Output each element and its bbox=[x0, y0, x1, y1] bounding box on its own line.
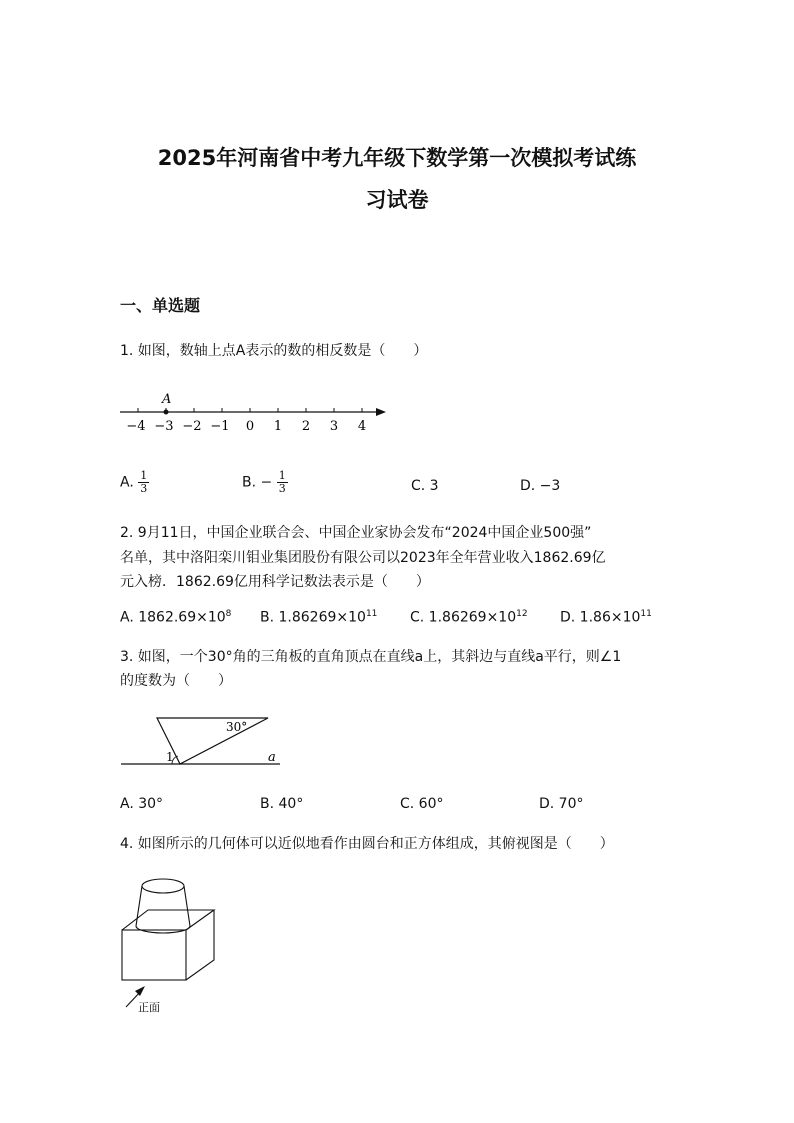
option-prefix: B. bbox=[242, 474, 257, 491]
line-a-label: a bbox=[268, 750, 276, 765]
frustum-right-edge bbox=[184, 886, 190, 926]
q2-option-b[interactable] bbox=[260, 609, 377, 626]
q3-option-d[interactable]: D. 70° bbox=[539, 796, 584, 812]
q1-option-b[interactable] bbox=[242, 470, 288, 495]
option-text: A. 1862.69×10 bbox=[120, 609, 226, 626]
section-heading: 一、单选题 bbox=[120, 296, 201, 315]
number-line-arrow-icon bbox=[376, 408, 386, 416]
option-text: B. 1.86269×10 bbox=[260, 609, 366, 626]
point-a-label: A bbox=[162, 392, 172, 407]
page-title: 2025年河南省中考九年级下数学第一次模拟考试练 bbox=[157, 146, 637, 170]
q3-option-c[interactable]: C. 60° bbox=[400, 796, 444, 812]
fraction: $\frac{1}{3}$ bbox=[278, 469, 286, 495]
q1-option-c[interactable]: C. 3 bbox=[411, 478, 439, 494]
fraction: $\frac{1}{3}$ bbox=[140, 469, 148, 495]
tick-label: −3 bbox=[154, 419, 174, 434]
exponent: 11 bbox=[640, 609, 652, 619]
tick-label: 1 bbox=[273, 419, 283, 434]
q3-option-a[interactable]: A. 30° bbox=[120, 796, 164, 812]
exponent: 11 bbox=[365, 609, 378, 619]
front-arrow-icon bbox=[135, 986, 145, 996]
question-2-line2: 名单，其中洛阳栾川钼业集团股份有限公司以2023年全年营业收入1862.69亿 bbox=[120, 550, 606, 566]
option-text: D. 1.86×10 bbox=[560, 609, 641, 626]
point-a-marker bbox=[164, 410, 169, 415]
page-title-line2: 习试卷 bbox=[365, 188, 429, 212]
question-1-text: 1. 如图，数轴上点A表示的数的相反数是（ ） bbox=[120, 343, 428, 359]
front-label: 正面 bbox=[138, 1001, 160, 1014]
set-square-triangle bbox=[157, 718, 268, 764]
q1-option-a[interactable] bbox=[120, 470, 149, 495]
question-2-line3: 元入榜．1862.69亿用科学记数法表示是（ ） bbox=[120, 574, 430, 590]
cube-front-face bbox=[122, 930, 186, 980]
q1-option-d[interactable]: D. −3 bbox=[520, 478, 561, 494]
question-2-line1: 2. 9月11日，中国企业联合会、中国企业家协会发布“2024中国企业500强” bbox=[120, 525, 592, 541]
question-3-line1: 3. 如图，一个30°角的三角板的直角顶点在直线a上，其斜边与直线a平行，则∠1 bbox=[120, 649, 622, 665]
tick-label: −4 bbox=[126, 419, 146, 434]
angle-1-label: 1 bbox=[166, 750, 174, 764]
tick-label: 0 bbox=[245, 419, 255, 434]
frustum-left-edge bbox=[136, 886, 142, 926]
option-text: C. 1.86269×10 bbox=[410, 609, 517, 626]
q3-option-b[interactable]: B. 40° bbox=[260, 796, 304, 812]
number-line-figure bbox=[118, 388, 390, 438]
q2-option-c[interactable] bbox=[410, 609, 528, 626]
tick-label: 2 bbox=[301, 419, 311, 434]
q2-option-d[interactable] bbox=[560, 609, 652, 626]
q2-option-a[interactable] bbox=[120, 609, 231, 626]
number-line-ticks bbox=[138, 408, 362, 412]
frustum-top bbox=[142, 879, 184, 893]
question-4-text: 4. 如图所示的几何体可以近似地看作由圆台和正方体组成，其俯视图是（ ） bbox=[120, 836, 614, 852]
tick-label: −1 bbox=[210, 419, 230, 434]
minus-sign: − bbox=[260, 474, 273, 491]
tick-label: −2 bbox=[182, 419, 202, 434]
solid-figure bbox=[118, 872, 228, 1017]
tick-label: 3 bbox=[329, 419, 339, 434]
angle-30-label: 30° bbox=[226, 720, 248, 734]
option-prefix: A. bbox=[120, 474, 134, 491]
exponent: 8 bbox=[225, 609, 232, 619]
triangle-figure bbox=[118, 708, 288, 773]
exponent: 12 bbox=[516, 609, 528, 619]
tick-label: 4 bbox=[357, 419, 367, 434]
question-3-line2: 的度数为（ ） bbox=[120, 673, 232, 689]
